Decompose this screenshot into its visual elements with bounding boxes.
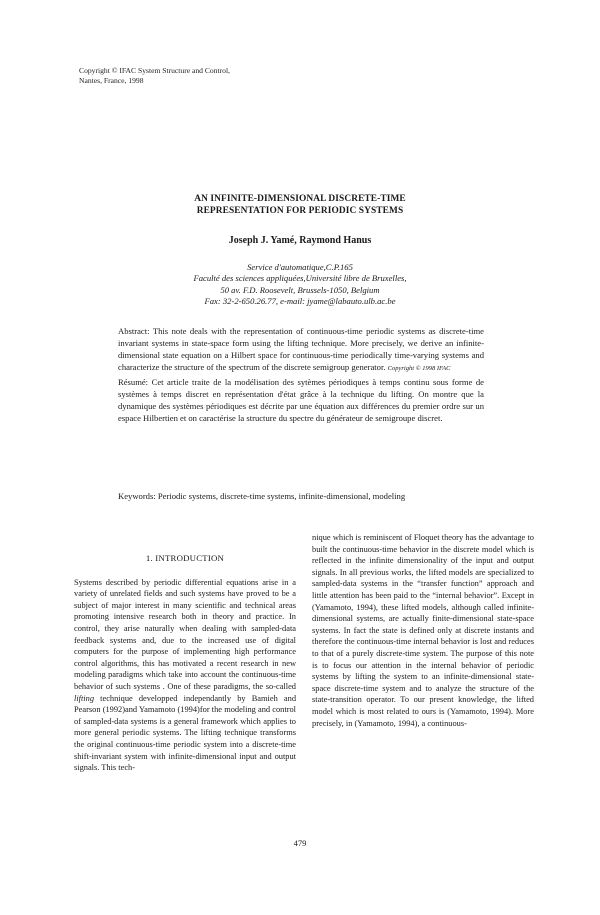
author-list: Joseph J. Yamé, Raymond Hanus: [228, 235, 372, 246]
paper-title: [0, 193, 600, 217]
abstract-text: Abstract: This note deals with the representation of continuous-time periodic systems as discrete-time invariant systems in state-space form using the lifting technique. More precisely, we derive an infinite-dimensional state equation on a Hilbert space for continuous-time periodically time-varying systems and characterize the structure of the spectrum of the discrete semigroup generator.: [118, 326, 484, 373]
copyright-line-1: Copyright © IFAC System Structure and Control,: [79, 66, 230, 75]
section-heading: 1. INTRODUCTION: [145, 553, 225, 563]
left-column: [74, 553, 296, 774]
abstract-copyright: Copyright © 1998 IFAC: [387, 365, 451, 373]
intro-continuation: nique which is reminiscent of Floquet theory has the advantage to built the continuous-time behavior in the discrete model which is reflected in the infinite dimensionality of the input and output signals. In all previous works, the lifted models are specialized to sampled-data systems in the “transfer function” approach and little attention has been paid to the “internal behavior”. Except in (Yamamoto, 1994), these lifted models, although called infinite-dimensional systems, are actually finite-dimensional state-space systems. In fact the state is defined only at discrete instants and therefore the continuous-time internal behavior is lost and reduces to that of a purely discrete-time system. The purpose of this note is to focus our attention in the internal behavior of periodic systems by lifting the system to an infinite-dimensional state-space discrete-time system and to analyze the structure of the state-transition operator. To our present knowledge, the lifted model which is most related to ours is (Yamamoto, 1994). More precisely, in (Yamamoto, 1994), a continuous-: [312, 533, 534, 728]
intro-paragraph: [74, 577, 296, 774]
page-number: 479: [293, 838, 307, 848]
right-column: [312, 532, 534, 729]
copyright-notice: [79, 66, 230, 85]
intro-text-after: technique developped independantly by Bamieh and Pearson (1992)and Yamamoto (1994)for the modeling and control of sampled-data systems is a general framework which applies to more general periodic systems. The lifting technique transforms the original continuous-time periodic system into a discrete-time shift-invariant system with infinite-dimensional input and output signals. This tech-: [74, 693, 297, 773]
affiliation-line-1: Service d'automatique,C.P.165: [247, 262, 353, 272]
resume: Résumé: Cet article traite de la modélisation des sytèmes périodiques à temps continu sous forme de systèmes à temps discret en représentation d'état grâce à la technique du lifting. On montre que la dynamique des systèmes périodiques est décrite par une équation aux différences du premier ordre sur un espace Hilbertien et on caractérise la structure du spectre du générateur de semigroupe discret.: [118, 377, 484, 424]
abstract: [118, 325, 484, 375]
intro-text-before: Systems described by periodic differential equations arise in a variety of unrelated fields and such systems have proved to be a subject of major interest in many scientific and technical areas promoting intensive research both in theory and practice. In control, they arise naturally when dealing with sampled-data feedback systems and, due to the increased use of digital computers for the purpose of implementing high performance control algorithms, this has motivated a recent research in new modeling paradigms which take into account the continuous-time behavior of such systems . One of these paradigms, the so-called: [74, 577, 296, 691]
copyright-line-2: Nantes, France, 1998: [79, 75, 144, 85]
affiliation-line-3: 50 av. F.D. Roosevelt, Brussels-1050, Belgium: [220, 284, 380, 295]
affiliation-line-2: Faculté des sciences appliquées,Université libre de Bruxelles,: [193, 273, 407, 284]
title-line-1: AN INFINITE-DIMENSIONAL DISCRETE-TIME: [194, 194, 406, 204]
affiliation: [0, 262, 600, 308]
title-line-2: REPRESENTATION FOR PERIODIC SYSTEMS: [196, 206, 404, 216]
keywords: Keywords: Periodic systems, discrete-time systems, infinite-dimensional, modeling: [118, 491, 406, 501]
affiliation-line-4: Fax: 32-2-650.26.77, e-mail: jyame@labauto.ulb.ac.be: [204, 296, 396, 307]
lifting-emphasis: lifting: [74, 693, 95, 703]
